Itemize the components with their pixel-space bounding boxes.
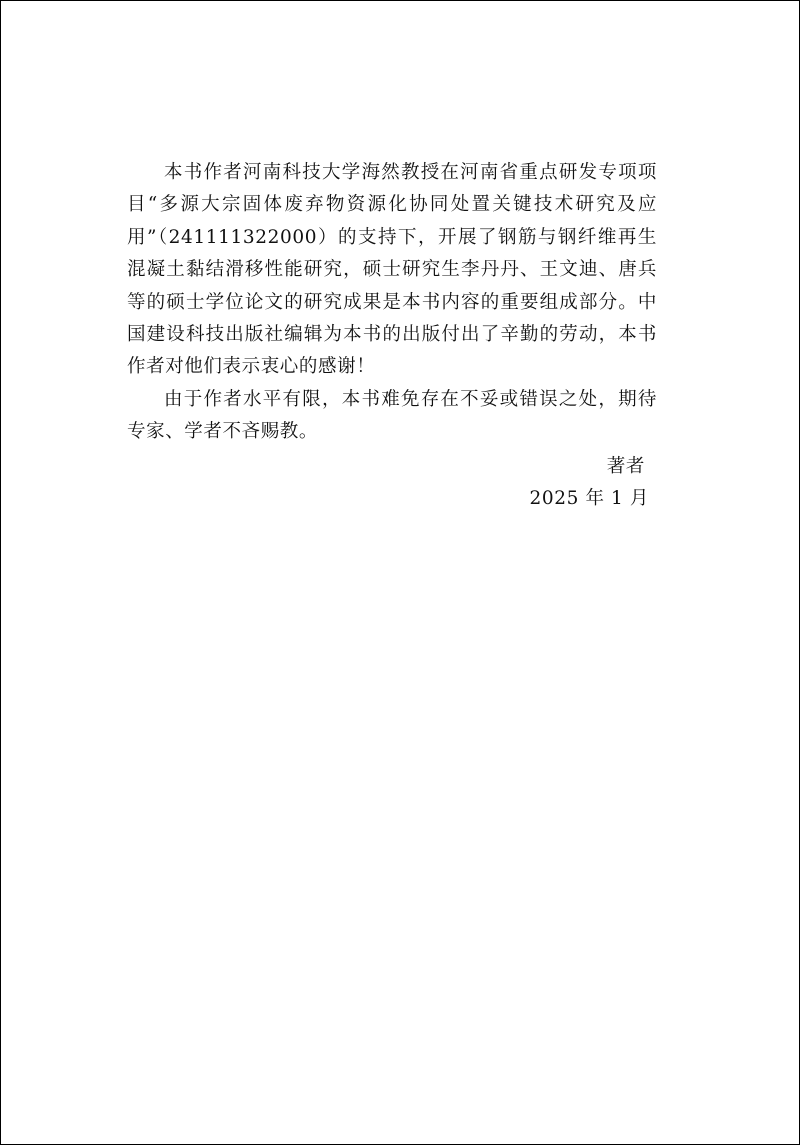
signature-block <box>530 451 650 515</box>
signature-date: 2025 年 1 月 <box>529 488 649 509</box>
disclaimer-paragraph: 由于作者水平有限，本书难免存在不妥或错误之处，期待专家、学者不吝赐教。 <box>127 388 657 443</box>
acknowledgement-paragraph: 本书作者河南科技大学海然教授在河南省重点研发专项项目“多源大宗固体废弃物资源化协同处置关键技术研究及应用”（241111322000）的支持下，开展了钢筋与钢纤维再生混凝土黏结滑移性能研究，硕士研究生李丹丹、王文迪、唐兵等的硕士学位论文的研究成果是本书内容的重要组成部分。中国建设科技出版社编辑为本书的出版付出了辛勤的劳动，本书作者对他们表示衷心的感谢！ <box>127 162 657 378</box>
preface-body <box>127 157 657 449</box>
signature-author: 著者 <box>606 456 645 477</box>
